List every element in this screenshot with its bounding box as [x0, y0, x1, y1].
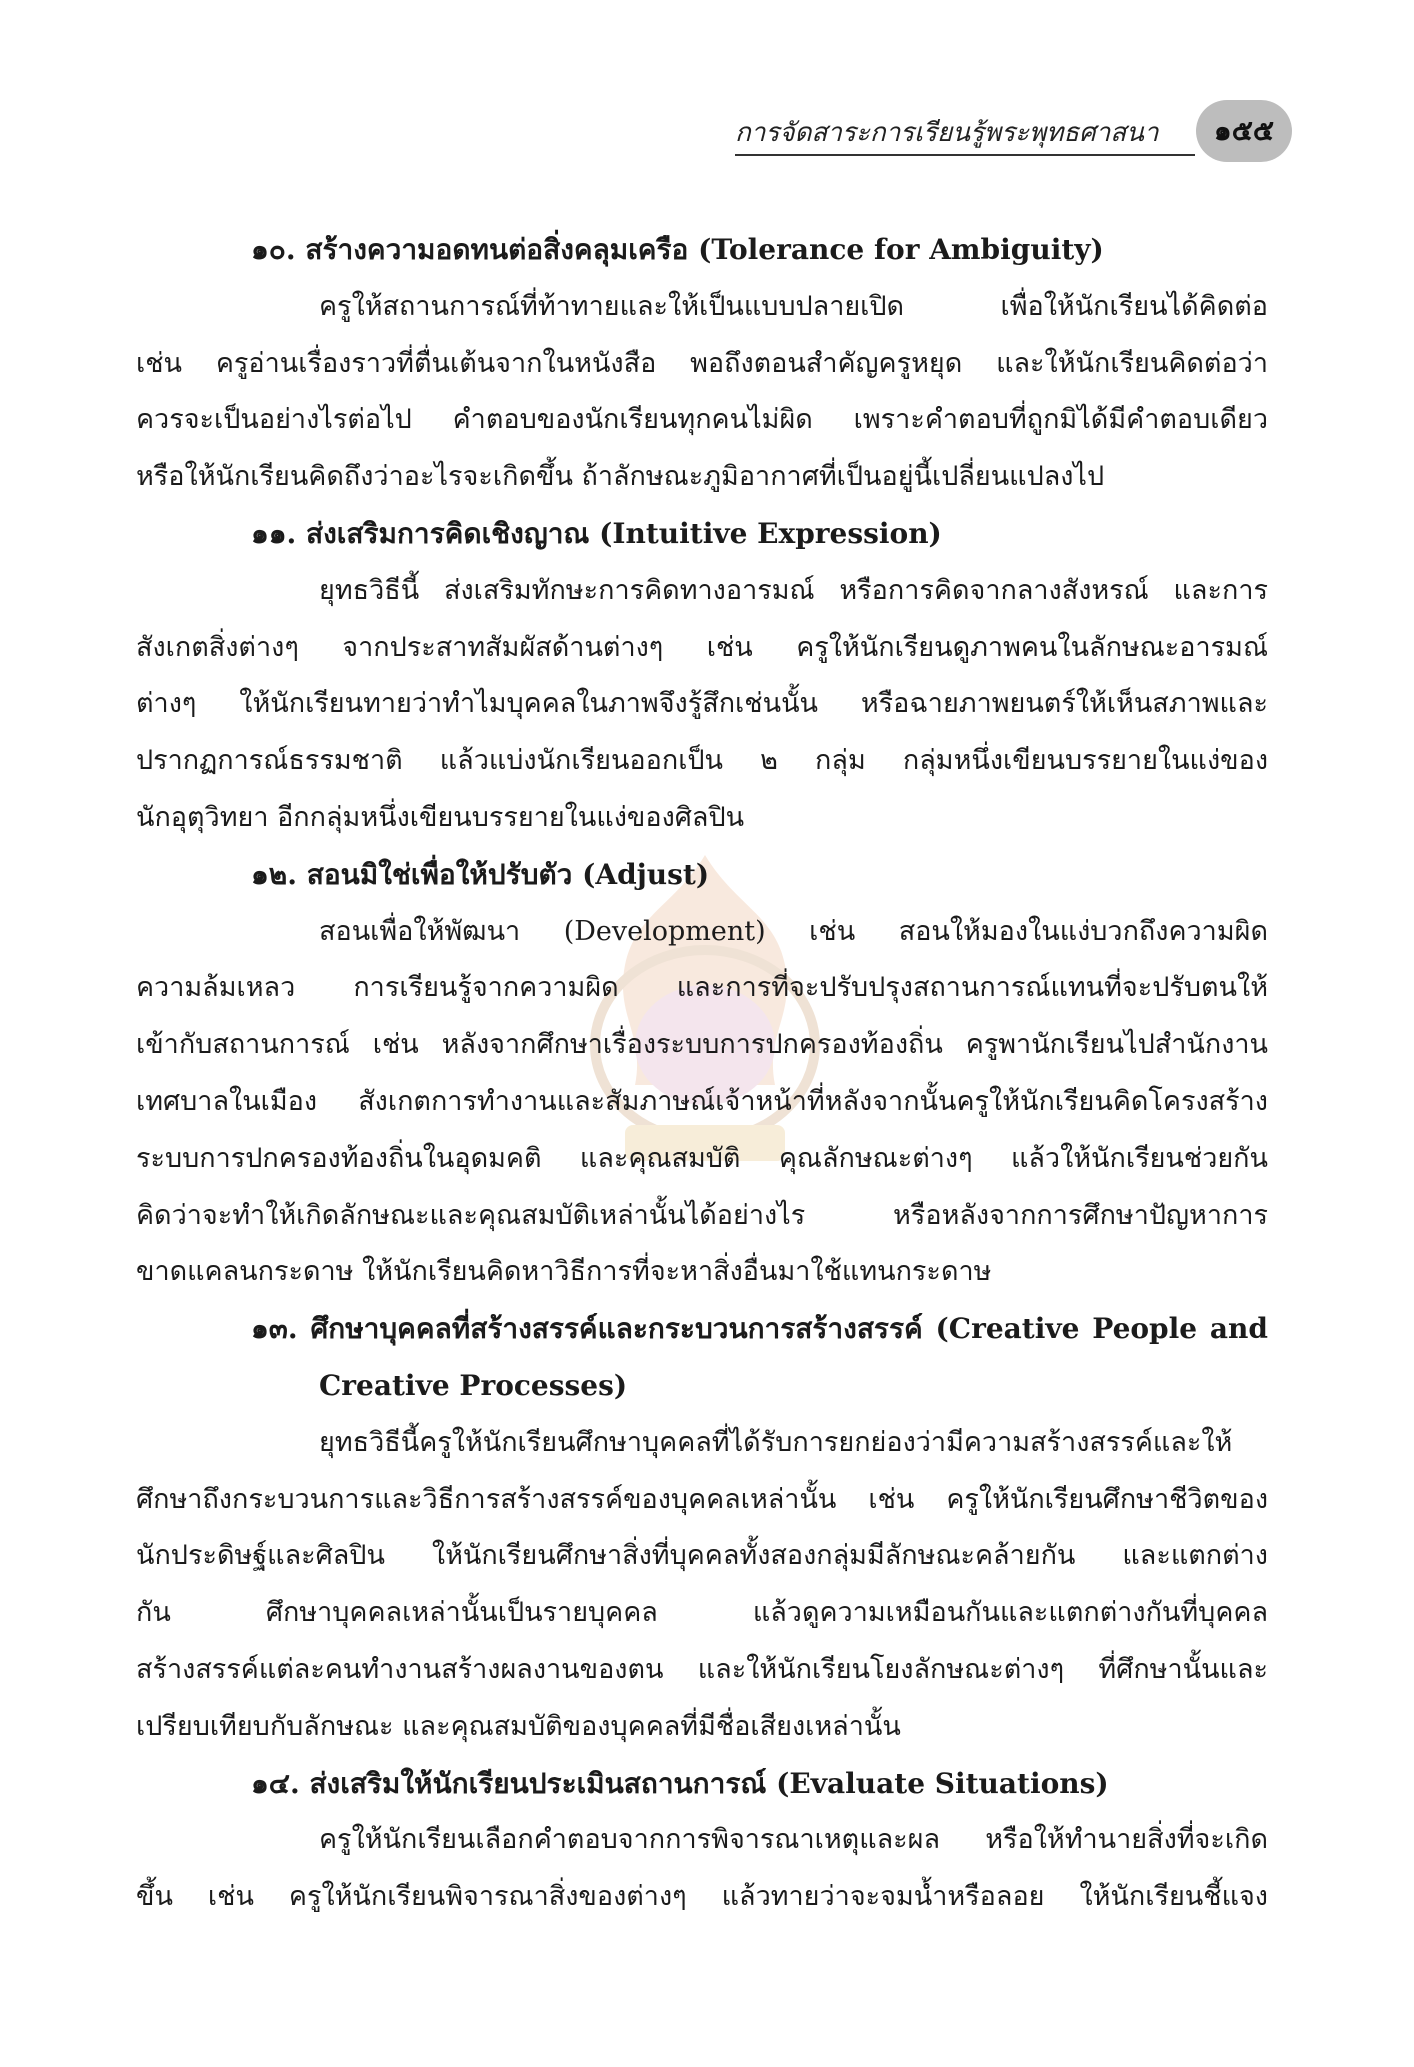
section-heading: ๑๒. สอนมิใช่เพื่อให้ปรับตัว (Adjust): [251, 857, 710, 891]
section-heading: ๑๑. ส่งเสริมการคิดเชิงญาณ (Intuitive Expression): [251, 516, 942, 550]
paragraph-line: ระบบการปกครองท้องถิ่นในอุดมคติ และคุณสมบัติ คุณลักษณะต่างๆ แล้วให้นักเรียนช่วยกัน: [136, 1142, 1268, 1174]
paragraph-line: เปรียบเทียบกับลักษณะ และคุณสมบัติของบุคคลที่มีชื่อเสียงเหล่านั้น: [136, 1710, 901, 1742]
paragraph-line: ยุทธวิธีนี้ครูให้นักเรียนศึกษาบุคคลที่ได้รับการยกย่องว่ามีความสร้างสรรค์และให้: [319, 1426, 1233, 1458]
section-heading: ๑๐. สร้างความอดทนต่อสิ่งคลุมเครือ (Tolerance for Ambiguity): [251, 233, 1104, 266]
paragraph-line: เช่น ครูอ่านเรื่องราวที่ตื่นเต้นจากในหนังสือ พอถึงตอนสำคัญครูหยุด และให้นักเรียนคิดต่อว่า: [136, 347, 1268, 379]
paragraph-line: กัน ศึกษาบุคคลเหล่านั้นเป็นรายบุคคล แล้วดูความเหมือนกันและแตกต่างกันที่บุคคล: [136, 1597, 1268, 1629]
paragraph-line: ครูให้สถานการณ์ที่ท้าทายและให้เป็นแบบปลายเปิด เพื่อให้นักเรียนได้คิดต่อ: [319, 290, 1268, 322]
body-text: [136, 222, 1268, 1926]
paragraph-line: ความล้มเหลว การเรียนรู้จากความผิด และการที่จะปรับปรุงสถานการณ์แทนที่จะปรับตนให้: [136, 972, 1268, 1004]
paragraph-line: ศึกษาถึงกระบวนการและวิธีการสร้างสรรค์ของบุคคลเหล่านั้น เช่น ครูให้นักเรียนศึกษาชีวิตของ: [136, 1483, 1268, 1515]
paragraph-line: นักประดิษฐ์และศิลปิน ให้นักเรียนศึกษาสิ่งที่บุคคลทั้งสองกลุ่มมีลักษณะคล้ายกัน และแตกต่าง: [136, 1540, 1268, 1572]
paragraph-line: เข้ากับสถานการณ์ เช่น หลังจากศึกษาเรื่องระบบการปกครองท้องถิ่น ครูพานักเรียนไปสำนักงาน: [136, 1029, 1268, 1061]
header-rule: [735, 154, 1195, 156]
paragraph-line: ครูให้นักเรียนเลือกคำตอบจากการพิจารณาเหตุและผล หรือให้ทำนายสิ่งที่จะเกิด: [319, 1824, 1268, 1856]
paragraph-line: สอนเพื่อให้พัฒนา (Development) เช่น สอนให้มองในแง่บวกถึงความผิด: [319, 915, 1268, 947]
paragraph-line: สร้างสรรค์แต่ละคนทำงานสร้างผลงานของตน และให้นักเรียนโยงลักษณะต่างๆ ที่ศึกษานั้นและ: [136, 1653, 1268, 1685]
page-number-badge: ๑๕๕: [1196, 100, 1292, 162]
section-heading: ๑๔. ส่งเสริมให้นักเรียนประเมินสถานการณ์ (Evaluate Situations): [251, 1766, 1109, 1800]
paragraph-line: ต่างๆ ให้นักเรียนทายว่าทำไมบุคคลในภาพจึงรู้สึกเช่นนั้น หรือฉายภาพยนตร์ให้เห็นสภาพและ: [136, 688, 1268, 720]
paragraph-line: ยุทธวิธีนี้ ส่งเสริมทักษะการคิดทางอารมณ์ หรือการคิดจากลางสังหรณ์ และการ: [319, 574, 1268, 606]
paragraph-line: หรือให้นักเรียนคิดถึงว่าอะไรจะเกิดขึ้น ถ้าลักษณะภูมิอากาศที่เป็นอยู่นี้เปลี่ยนแปลงไป: [136, 461, 1105, 493]
running-header: การจัดสาระการเรียนรู้พระพุทธศาสนา: [735, 118, 1159, 148]
paragraph-line: ปรากฏการณ์ธรรมชาติ แล้วแบ่งนักเรียนออกเป็น ๒ กลุ่ม กลุ่มหนึ่งเขียนบรรยายในแง่ของ: [136, 745, 1268, 777]
paragraph-line: ขาดแคลนกระดาษ ให้นักเรียนคิดหาวิธีการที่จะหาสิ่งอื่นมาใช้แทนกระดาษ: [136, 1256, 992, 1288]
section-heading-continuation: Creative Processes): [319, 1368, 628, 1402]
paragraph-line: นักอุตุวิทยา อีกกลุ่มหนึ่งเขียนบรรยายในแง่ของศิลปิน: [136, 801, 745, 833]
paragraph-line: ควรจะเป็นอย่างไรต่อไป คำตอบของนักเรียนทุกคนไม่ผิด เพราะคำตอบที่ถูกมิได้มีคำตอบเดียว: [136, 404, 1268, 436]
paragraph-line: ขึ้น เช่น ครูให้นักเรียนพิจารณาสิ่งของต่างๆ แล้วทายว่าจะจมน้ำหรือลอย ให้นักเรียนชี้แจง: [136, 1881, 1268, 1913]
section-heading: ๑๓. ศึกษาบุคคลที่สร้างสรรค์และกระบวนการสร้างสรรค์ (Creative People and: [251, 1312, 1268, 1346]
paragraph-line: สังเกตสิ่งต่างๆ จากประสาทสัมผัสด้านต่างๆ เช่น ครูให้นักเรียนดูภาพคนในลักษณะอารมณ์: [136, 631, 1268, 663]
paragraph-line: คิดว่าจะทำให้เกิดลักษณะและคุณสมบัติเหล่านั้นได้อย่างไร หรือหลังจากการศึกษาปัญหาการ: [136, 1199, 1268, 1231]
paragraph-line: เทศบาลในเมือง สังเกตการทำงานและสัมภาษณ์เจ้าหน้าที่หลังจากนั้นครูให้นักเรียนคิดโครงสร้าง: [136, 1085, 1268, 1117]
